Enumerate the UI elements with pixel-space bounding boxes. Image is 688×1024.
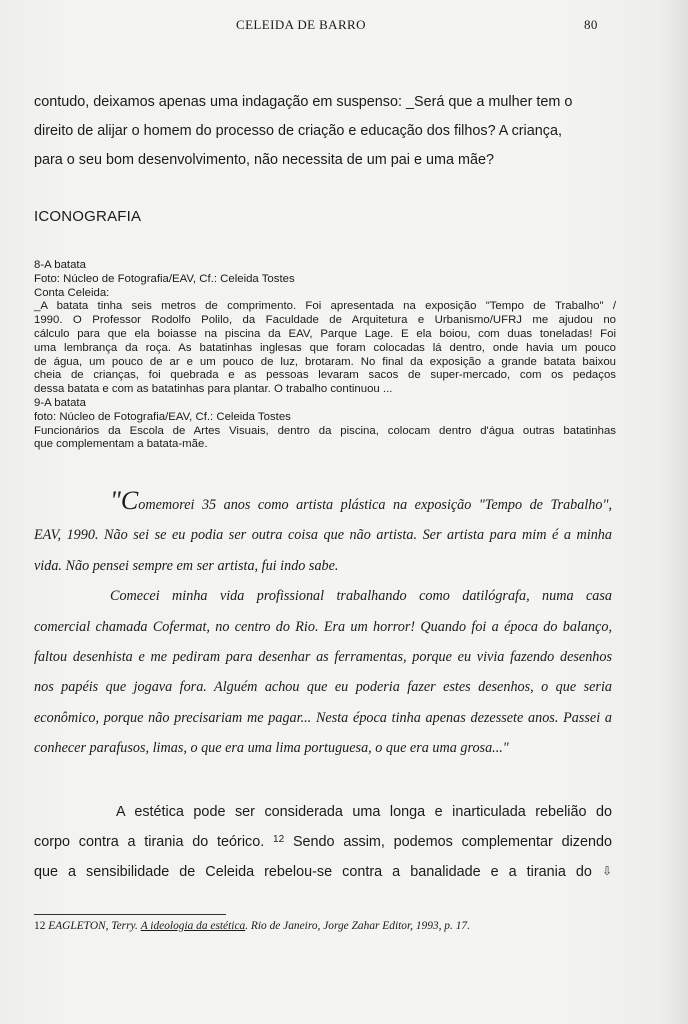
quote-line: econômico, porque não precisariam me pagar... Nesta época tinha apenas dezessete anos. Passei a xyxy=(34,709,612,726)
caption-line: _A batata tinha seis metros de comprimento. Foi apresentada na exposição "Tempo de Trabalho" / xyxy=(34,300,616,313)
artist-quote xyxy=(34,486,612,764)
section-title: ICONOGRAFIA xyxy=(34,208,142,225)
quote-drop-letter: C xyxy=(120,486,139,515)
body-line-part: que a sensibilidade de Celeida rebelou-se contra a banalidade e a tirania do xyxy=(34,864,592,880)
caption-line: Foto: Núcleo de Fotografia/EAV, Cf.: Celeida Tostes xyxy=(34,272,295,285)
quote-line: vida. Não pensei sempre em ser artista, fui indo sabe. xyxy=(34,557,339,574)
intro-line: contudo, deixamos apenas uma indagação em suspenso: _Será que a mulher tem o xyxy=(34,94,573,110)
intro-paragraph xyxy=(34,88,614,175)
caption-line: Conta Celeida: xyxy=(34,286,110,299)
footnote-citation: . Rio de Janeiro, Jorge Zahar Editor, 1993, p. 17. xyxy=(245,920,470,932)
body-paragraph xyxy=(34,797,612,887)
body-line-part: Sendo assim, podemos complementar dizendo xyxy=(292,834,612,850)
footnote-author: EAGLETON, Terry. xyxy=(48,920,138,932)
caption-line: cálculo para que ela boiasse na piscina da EAV, Parque Lage. E ela boiou, com duas toneladas! Foi xyxy=(34,327,616,340)
caption-line: 1990. O Professor Rodolfo Polilo, da Faculdade de Arquitetura e Urbanismo/UFRJ me ajudou no xyxy=(34,314,616,327)
footnote-reference[interactable]: 12 xyxy=(273,834,285,845)
body-line-part: corpo contra a tirania do teórico. xyxy=(34,834,265,850)
caption-line: cheia de crianças, foi quebrada e as pessoas levaram sacos de super-mercado, com os pedaços xyxy=(34,369,616,382)
caption-line: de água, um pouco de ar e um pouco de luz, brotaram. No final da exposição a grande batata baixou xyxy=(34,355,616,368)
intro-line: direito de alijar o homem do processo de criação e educação dos filhos? A criança, xyxy=(34,123,562,139)
quote-line: Comecei minha vida profissional trabalhando como datilógrafa, numa casa xyxy=(110,588,612,605)
footnote-number: 12 xyxy=(34,920,46,932)
caption-line: foto: Núcleo de Fotografia/EAV, Cf.: Celeida Tostes xyxy=(34,410,291,423)
body-line xyxy=(34,857,612,887)
quote-first-line-text: omemorei 35 anos como artista plástica na exposição "Tempo de Trabalho", xyxy=(138,497,612,513)
quote-line: comercial chamada Cofermat, no centro do Rio. Era um horror! Quando foi a época do balanço, xyxy=(34,618,612,635)
footnote xyxy=(34,919,614,933)
page-number: 80 xyxy=(584,17,598,32)
caption-line: 9-A batata xyxy=(34,396,86,409)
header-author: CELEIDA DE BARRO xyxy=(236,17,366,32)
footnote-title: A ideologia da estética xyxy=(140,920,246,932)
down-arrow-outline-icon: ⇩ xyxy=(601,864,612,878)
caption-line: uma lembrança da roça. As batatinhas inglesas que foram colocadas lá dentro, onde havia um pouco xyxy=(34,341,616,354)
running-header xyxy=(0,17,688,33)
quote-line: EAV, 1990. Não sei se eu podia ser outra coisa que não artista. Ser artista para mim é a minha xyxy=(34,527,612,544)
footnote-divider xyxy=(34,914,226,915)
quote-line: nos papéis que jogava fora. Alguém achou que eu poderia fazer estes desenhos, o que seria xyxy=(34,679,612,696)
caption-line: 8-A batata xyxy=(34,259,86,271)
quote-open-mark: " xyxy=(110,486,121,515)
quote-line xyxy=(34,486,612,520)
intro-line: para o seu bom desenvolvimento, não necessita de um pai e uma mãe? xyxy=(34,152,494,168)
body-line xyxy=(34,827,612,857)
caption-line: dessa batata e com as batatinhas para plantar. O trabalho continuou ... xyxy=(34,383,393,396)
iconography-captions xyxy=(34,259,616,452)
caption-line: Funcionários da Escola de Artes Visuais, dentro da piscina, colocam dentro d'água outras batatinhas xyxy=(34,424,616,437)
caption-line: que complementam a batata-mãe. xyxy=(34,438,208,451)
quote-line: conhecer parafusos, limas, o que era uma lima portuguesa, o que era uma grosa..." xyxy=(34,740,509,757)
quote-line: faltou desenhista e me pediram para desenhar as ferramentas, porque eu vivia fazendo desenhos xyxy=(34,649,612,666)
body-line: A estética pode ser considerada uma longa e inarticulada rebelião do xyxy=(116,804,612,820)
